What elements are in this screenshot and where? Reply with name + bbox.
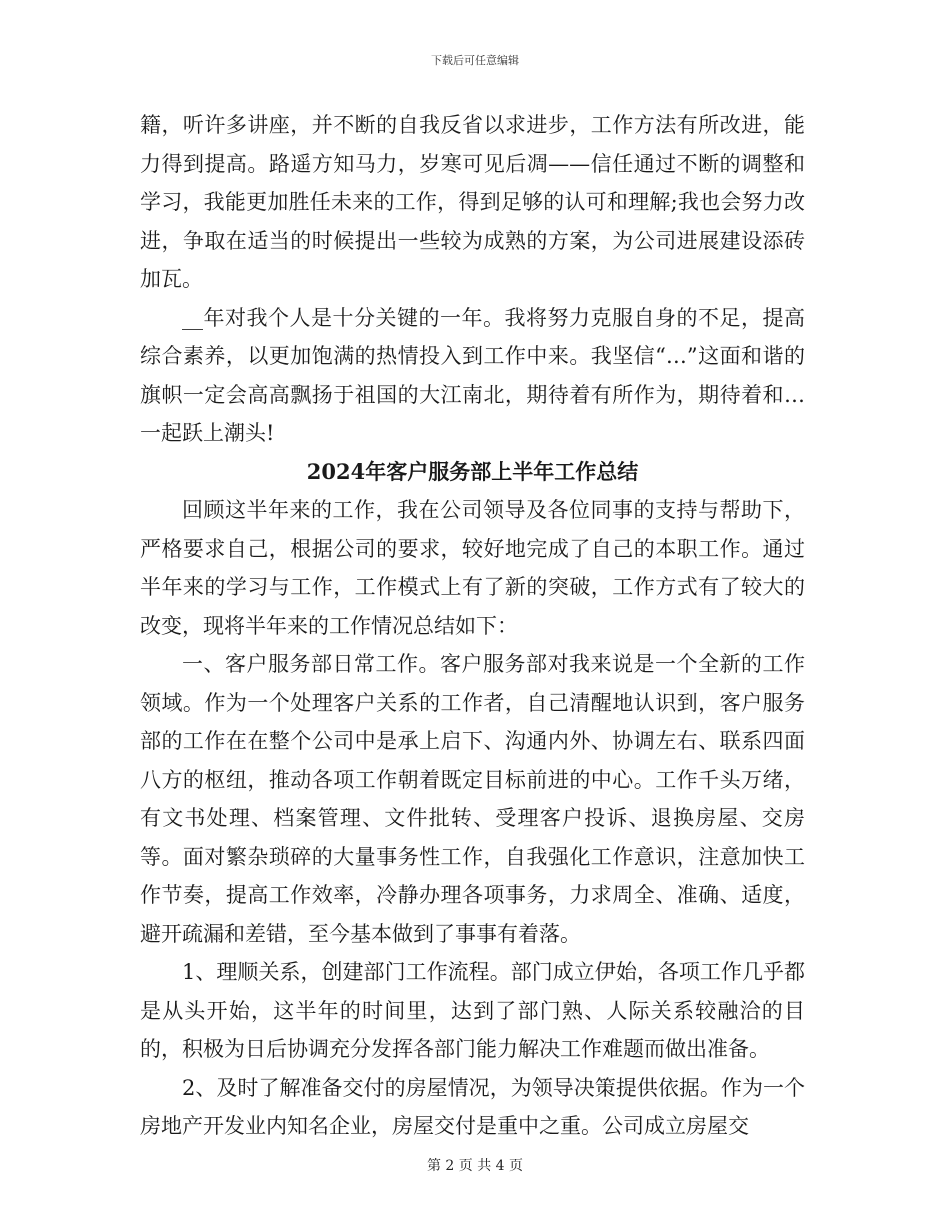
paragraph-intro: 回顾这半年来的工作，我在公司领导及各位同事的支持与帮助下，严格要求自己，根据公司的要求，较好地完成了自己的本职工作。通过半年来的学习与工作，工作模式上有了新的突破，工作方式有了较大的改变，现将半年来的工作情况总结如下： — [140, 498, 805, 638]
document-body — [140, 106, 805, 1146]
paragraph-continuation: 籍，听许多讲座，并不断的自我反省以求进步，工作方法有所改进，能力得到提高。路遥方知马力，岁寒可见后凋——信任通过不断的调整和学习，我能更加胜任未来的工作，得到足够的认可和理解;我也会努力改进，争取在适当的时候提出一些较为成熟的方案，为公司进展建设添砖加瓦。 — [140, 113, 805, 291]
page-number: 第 2 页 共 4 页 — [426, 1158, 524, 1174]
page-header: 下载后可任意编辑 — [431, 54, 519, 67]
paragraph-resolution: __年对我个人是十分关键的一年。我将努力克服自身的不足，提高综合素养，以更加饱满的热情投入到工作中来。我坚信“…”这面和谐的旗帜一定会高高飘扬于祖国的大江南北，期待着有所作为，期待着和…一起跃上潮头! — [140, 305, 805, 445]
paragraph-item-1: 1、理顺关系，创建部门工作流程。部门成立伊始，各项工作几乎都是从头开始，这半年的时间里，达到了部门熟、人际关系较融洽的目的，积极为日后协调充分发挥各部门能力解决工作难题而做出准备。 — [140, 960, 805, 1061]
paragraph-item-2: 2、及时了解准备交付的房屋情况，为领导决策提供依据。作为一个房地产开发业内知名企业，房屋交付是重中之重。公司成立房屋交 — [140, 1075, 805, 1138]
section-title: 2024年客户服务部上半年工作总结 — [306, 458, 639, 484]
paragraph-daily-work: 一、客户服务部日常工作。客户服务部对我来说是一个全新的工作领域。作为一个处理客户关系的工作者，自己清醒地认识到，客户服务部的工作在在整个公司中是承上启下、沟通内外、协调左右、联系四面八方的枢纽，推动各项工作朝着既定目标前进的中心。工作千头万绪，有文书处理、档案管理、文件批转、受理客户投诉、退换房屋、交房等。面对繁杂琐碎的大量事务性工作，自我强化工作意识，注意加快工作节奏，提高工作效率，冷静办理各项事务，力求周全、准确、适度，避开疏漏和差错，至今基本做到了事事有着落。 — [140, 652, 805, 946]
